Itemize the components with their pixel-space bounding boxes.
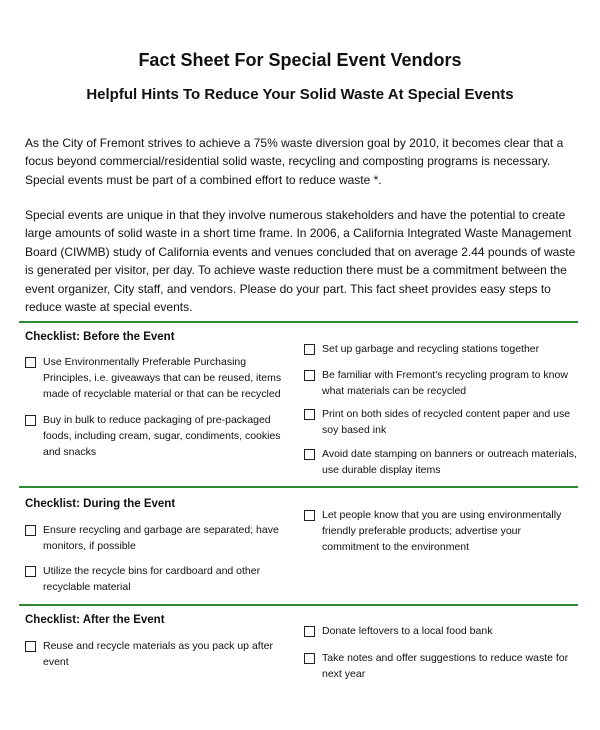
checklist-item-label: Take notes and offer suggestions to reduce waste for next year	[322, 652, 569, 680]
checkbox[interactable]	[304, 409, 315, 420]
checklist-item[interactable]	[304, 650, 580, 682]
page-subtitle: Helpful Hints To Reduce Your Solid Waste At Special Events	[86, 86, 514, 103]
checkbox[interactable]	[25, 566, 36, 577]
checklist-during-title: Checklist: During the Event	[25, 498, 176, 510]
checklist-after-title: Checklist: After the Event	[25, 614, 165, 626]
checklist-item[interactable]	[304, 623, 580, 639]
checklist-item-label: Reuse and recycle materials as you pack up after event	[43, 640, 273, 668]
checkbox[interactable]	[304, 653, 315, 664]
checkbox[interactable]	[304, 370, 315, 381]
checklist-item[interactable]	[25, 412, 295, 460]
checklist-item-label: Print on both sides of recycled content paper and use soy based ink	[322, 408, 571, 436]
checklist-item-label: Be familiar with Fremont's recycling program to know what materials can be recycled	[322, 369, 568, 397]
checklist-item-label: Set up garbage and recycling stations together	[322, 343, 540, 355]
checklist-item[interactable]	[304, 446, 580, 478]
checklist-item[interactable]	[304, 406, 580, 438]
checkbox[interactable]	[304, 344, 315, 355]
checklist-item[interactable]	[304, 367, 580, 399]
checklist-item-label: Buy in bulk to reduce packaging of pre-packaged foods, including cream, sugar, condiments, cookies and snacks	[43, 414, 281, 458]
page-title: Fact Sheet For Special Event Vendors	[138, 50, 462, 70]
checklist-item[interactable]	[25, 522, 295, 554]
checkbox[interactable]	[25, 415, 36, 426]
checklist-item-label: Ensure recycling and garbage are separated; have monitors, if possible	[43, 524, 279, 552]
checkbox[interactable]	[25, 357, 36, 368]
checklist-item-label: Utilize the recycle bins for cardboard and other recyclable material	[43, 565, 261, 593]
checkbox[interactable]	[304, 626, 315, 637]
checklist-item[interactable]	[304, 507, 580, 555]
checklist-item[interactable]	[25, 638, 295, 670]
checklist-item[interactable]	[25, 563, 295, 595]
intro-paragraph-1: As the City of Fremont strives to achieve a 75% waste diversion goal by 2010, it becomes clear that a focus beyond commercial/residential solid waste, recycling and composting programs is necessary. Special events must be part of a combined effort to reduce waste *.	[25, 136, 564, 187]
section-divider	[19, 321, 578, 323]
checklist-before-title: Checklist: Before the Event	[25, 331, 175, 343]
section-divider	[19, 486, 578, 488]
checkbox[interactable]	[304, 510, 315, 521]
checklist-item[interactable]	[304, 341, 580, 357]
checklist-item-label: Donate leftovers to a local food bank	[322, 625, 493, 637]
checklist-item[interactable]	[25, 354, 295, 402]
checkbox[interactable]	[25, 525, 36, 536]
checkbox[interactable]	[304, 449, 315, 460]
section-divider	[19, 604, 578, 606]
checklist-item-label: Use Environmentally Preferable Purchasing Principles, i.e. giveaways that can be reused, items made of recyclable material or that can be recycled	[43, 356, 282, 400]
checklist-item-label: Let people know that you are using environmentally friendly preferable products; advertise your commitment to the environment	[322, 509, 562, 553]
checkbox[interactable]	[25, 641, 36, 652]
checklist-item-label: Avoid date stamping on banners or outreach materials, use durable display items	[322, 448, 577, 476]
intro-paragraph-2: Special events are unique in that they involve numerous stakeholders and have the potential to create large amounts of solid waste in a short time frame. In 2006, a California Integrated Waste Management Board (CIWMB) study of California events and venues concluded that on average 2.44 pounds of waste is generated per visitor, per day. To achieve waste reduction there must be a commitment between the event organizer, City staff, and vendors. Please do your part. This fact sheet provides easy steps to reduce waste at special events.	[25, 208, 576, 315]
